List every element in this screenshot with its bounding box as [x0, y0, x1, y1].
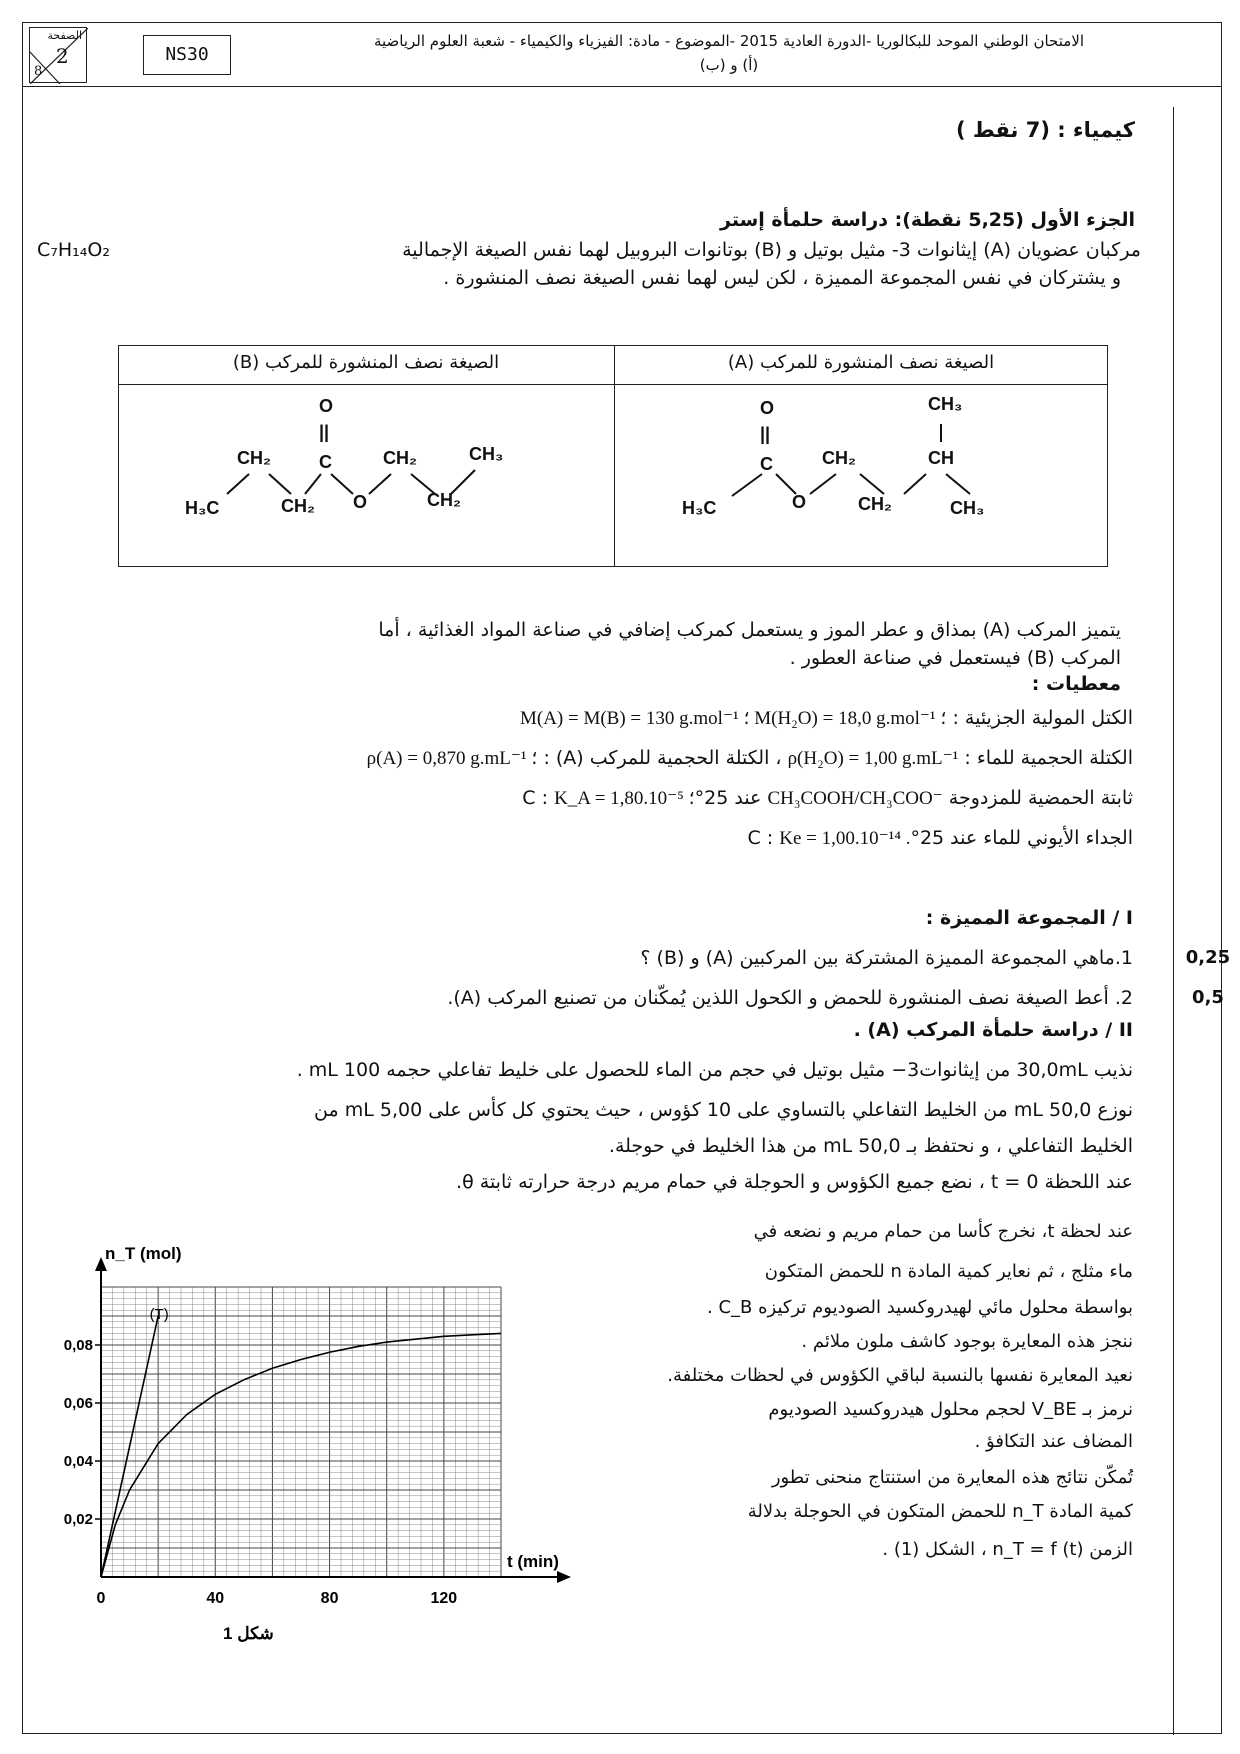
x-tick-label: 0	[96, 1590, 106, 1607]
data-heading: معطيات :	[1031, 673, 1121, 695]
y-tick-label: 0,02	[63, 1511, 93, 1528]
molecule-b-bonds	[119, 386, 613, 566]
exam-page	[22, 22, 1231, 1734]
section1-heading: I / المجموعة المميزة :	[925, 907, 1133, 929]
given-density-mid: ، الكتلة الحجمية للمركب (A) :	[543, 747, 782, 769]
page-label: الصفحة	[47, 29, 82, 42]
atom-ch3-right: CH₃	[950, 498, 985, 518]
given-density-a: ρ(A) = 0,870 g.mL⁻¹ ؛	[366, 748, 538, 769]
figure-caption: شكل 1	[223, 1624, 274, 1643]
atom-ch3: CH₃	[469, 444, 504, 464]
section2-p4: عند اللحظة t = 0 ، نضع جميع الكؤوس و الحوجلة في حمام مريم درجة حرارته ثابتة θ.	[456, 1171, 1133, 1193]
atom-c: C	[760, 454, 773, 474]
atom-ch2-middle: CH₂	[281, 496, 315, 516]
atom-ch2-top: CH₂	[822, 448, 856, 468]
page-number-box	[29, 27, 87, 83]
atom-o-carbonyl: O	[319, 396, 334, 416]
section2-r7: المضاف عند التكافؤ .	[974, 1431, 1133, 1452]
atom-h3c: H₃C	[185, 498, 220, 518]
tangent-label: (T)	[149, 1305, 169, 1323]
page-total: 8	[34, 64, 43, 79]
given-molar-label: الكتل المولية الجزيئية :	[952, 707, 1133, 729]
y-tick-label: 0,06	[63, 1395, 93, 1412]
section2-r9: كمية المادة n_T للحمض المتكون في الحوجلة بدلالة	[747, 1501, 1133, 1522]
exam-title-line2: (أ) و (ب)	[699, 56, 759, 74]
given-ka	[522, 783, 1133, 814]
section2-r2: ماء مثلج ، ثم نعاير كمية المادة n للحمض المتكون	[764, 1261, 1133, 1282]
graph-curves	[101, 1316, 501, 1577]
y-tick-label: 0,08	[63, 1337, 93, 1354]
desc-line2: المركب (B) فيستعمل في صناعة العطور .	[789, 647, 1121, 669]
score-margin-line	[1173, 107, 1174, 1735]
molecule-b	[119, 386, 613, 566]
section2-r3: بواسطة محلول مائي لهيدروكسيد الصوديوم تركيزه C_B .	[707, 1297, 1133, 1318]
intro-line2: و يشتركان في نفس المجموعة المميزة ، لكن ليس لهما نفس الصيغة نصف المنشورة .	[443, 267, 1121, 289]
atom-h3c: H₃C	[682, 498, 717, 518]
given-ke	[747, 823, 1133, 854]
table-head-b: الصيغة نصف المنشورة للمركب (B)	[232, 352, 500, 373]
page-number: 2	[56, 44, 69, 68]
atom-o-ester: O	[353, 492, 368, 512]
atom-ch: CH	[928, 448, 954, 468]
atom-ch3-top: CH₃	[928, 394, 963, 414]
atom-c: C	[319, 452, 332, 472]
section2-r4: ننجز هذه المعايرة بوجود كاشف ملون ملائم .	[801, 1331, 1133, 1352]
given-density-water: ρ(H₂O) = 1,00 g.mL⁻¹	[787, 748, 959, 769]
given-ka-value: K_A = 1,80.10⁻⁵ ؛	[554, 788, 695, 809]
atom-o-ester: O	[792, 492, 807, 512]
intro-line1: مركبان عضويان (A) إيثانوات 3- مثيل بوتيل و (B) بوتانوات البروبيل لهما نفس الصيغة الإجمالية	[402, 239, 1141, 261]
question-2: 2. أعط الصيغة نصف المنشورة للحمض و الكحول اللذين يُمكّنان من تصنيع المركب (A).	[447, 987, 1133, 1009]
molecule-a-bonds	[614, 386, 1108, 566]
atom-ch2-left: CH₂	[237, 448, 271, 468]
page-header	[23, 23, 1221, 87]
double-bond: ||	[319, 422, 330, 442]
given-ka-label: ثابتة الحمضية للمزدوجة	[948, 787, 1133, 809]
given-molar-values: M(A) = M(B) = 130 g.mol⁻¹ ؛ M(H₂O) = 18,0 g.mol⁻¹ ؛	[519, 708, 947, 729]
section2-r1: عند لحظة t، نخرج كأسا من حمام مريم و نضعه في	[753, 1221, 1133, 1242]
double-bond: ||	[760, 424, 771, 444]
section2-r5: نعيد المعايرة نفسها بالنسبة لباقي الكؤوس في لحظات مختلفة.	[667, 1365, 1133, 1386]
given-density-label: الكتلة الحجمية للماء :	[964, 747, 1133, 769]
chemistry-heading: كيمياء : (7 نقط )	[955, 118, 1135, 142]
section2-r6: نرمز بـ V_BE لحجم محلول هيدروكسيد الصوديوم	[768, 1399, 1133, 1420]
question-1: 1.ماهي المجموعة المميزة المشتركة بين المركبين (A) و (B) ؟	[640, 947, 1133, 969]
section2-p1: نذيب 30,0mL من إيثانوات3− مثيل بوتيل في حجم من الماء للحصول على خليط تفاعلي حجمه 100 mL .	[296, 1059, 1133, 1081]
exam-title-line1: الامتحان الوطني الموحد للبكالوريا -الدورة العادية 2015 -الموضوع - مادة: الفيزياء والكيمياء - شعبة العلوم الرياضية	[373, 32, 1085, 50]
intro-formula: C₇H₁₄O₂	[37, 239, 110, 261]
tangent-line	[101, 1316, 158, 1577]
x-tick-label: 40	[206, 1590, 225, 1607]
y-tick-label: 0,04	[63, 1453, 93, 1470]
given-ka-couple: CH₃COOH/CH₃COO⁻	[767, 788, 943, 809]
figure-1-graph	[43, 1245, 603, 1645]
x-tick-label: 120	[430, 1590, 458, 1607]
given-density	[367, 743, 1133, 774]
x-axis-label: t (min)	[507, 1552, 559, 1571]
given-ka-at: عند 25°C :	[522, 787, 762, 809]
x-tick-label: 80	[320, 1590, 339, 1607]
question-1-score: 0,25	[1185, 947, 1231, 968]
section2-p2: نوزع 50,0 mL من الخليط التفاعلي بالتساوي على 10 كؤوس ، حيث يحتوي كل كأس على 5,00 mL من	[314, 1099, 1133, 1121]
section2-p3: الخليط التفاعلي ، و نحتفظ بـ 50,0 mL من هذا الخليط في حوجلة.	[608, 1135, 1133, 1157]
y-axis-label: n_T (mol)	[105, 1245, 182, 1263]
molecule-a	[614, 386, 1108, 566]
question-2-score: 0,5	[1192, 987, 1224, 1008]
section2-r10: الزمن n_T = f (t) ، الشكل (1) .	[882, 1539, 1133, 1560]
exam-title	[243, 29, 1215, 77]
given-ke-value: Ke = 1,00.10⁻¹⁴ .	[779, 828, 911, 849]
atom-ch2-right-bottom: CH₂	[427, 490, 461, 510]
atom-o-carbonyl: O	[760, 398, 775, 418]
part1-heading: الجزء الأول (5,25 نقطة): دراسة حلمأة إستر	[720, 209, 1135, 231]
atom-ch2-right: CH₂	[383, 448, 417, 468]
given-molar-mass	[520, 703, 1133, 734]
x-axis-arrow	[557, 1571, 571, 1583]
graph-grid	[101, 1287, 501, 1577]
section2-r8: تُمكّن نتائج هذه المعايرة من استنتاج منحنى تطور	[771, 1467, 1133, 1488]
atom-ch2-bottom: CH₂	[858, 494, 892, 514]
section2-heading: II / دراسة حلمأة المركب (A) .	[853, 1019, 1133, 1041]
table-head-a: الصيغة نصف المنشورة للمركب (A)	[727, 352, 995, 373]
given-ke-label: الجداء الأيوني للماء عند 25°C :	[747, 827, 1133, 849]
exam-code: NS30	[143, 35, 231, 75]
structures-table	[118, 345, 1108, 567]
desc-line1: يتميز المركب (A) بمذاق و عطر الموز و يستعمل كمركب إضافي في صناعة المواد الغذائية ، أما	[378, 619, 1121, 641]
